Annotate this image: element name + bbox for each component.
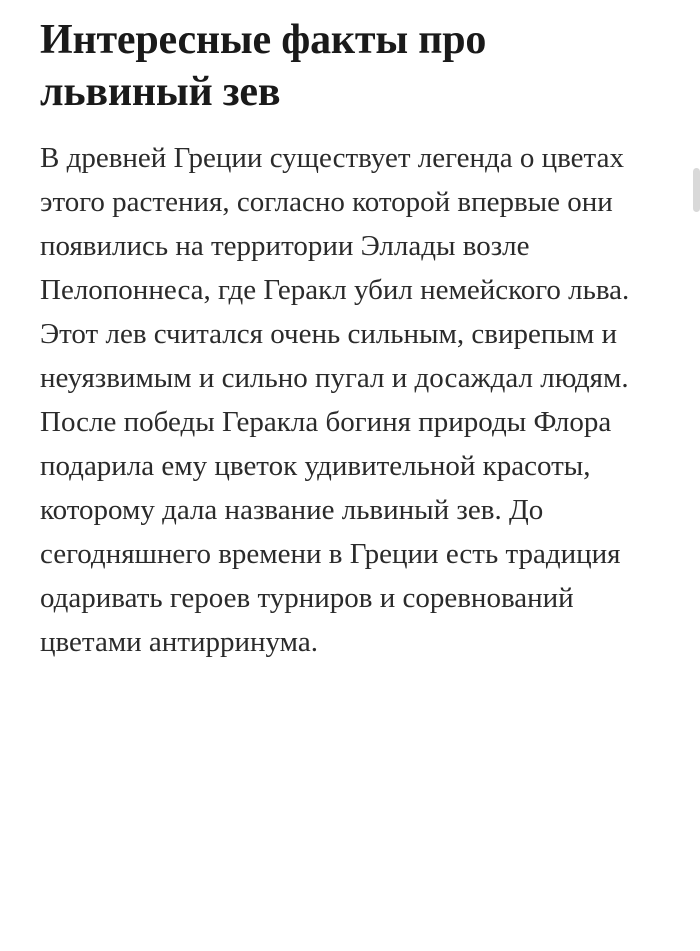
article-body (40, 136, 674, 664)
scrollbar-thumb[interactable] (693, 168, 700, 212)
page-title: Интересные факты про львиный зев (40, 17, 487, 115)
article-paragraph: В древней Греции существует легенда о цветах этого растения, согласно которой впервые они появились на территории Эллады возле Пелопоннеса, где Геракл убил немейского льва. Этот лев считался очень сильным, свирепым и неуязвимым и сильно пугал и досаждал людям. После победы Геракла богиня природы Флора подарила ему цветок удивительной красоты, которому дала название львиный зев. До сегодняшнего времени в Греции есть традиция одаривать героев турниров и соревнований цветами антирринума. (40, 142, 630, 658)
